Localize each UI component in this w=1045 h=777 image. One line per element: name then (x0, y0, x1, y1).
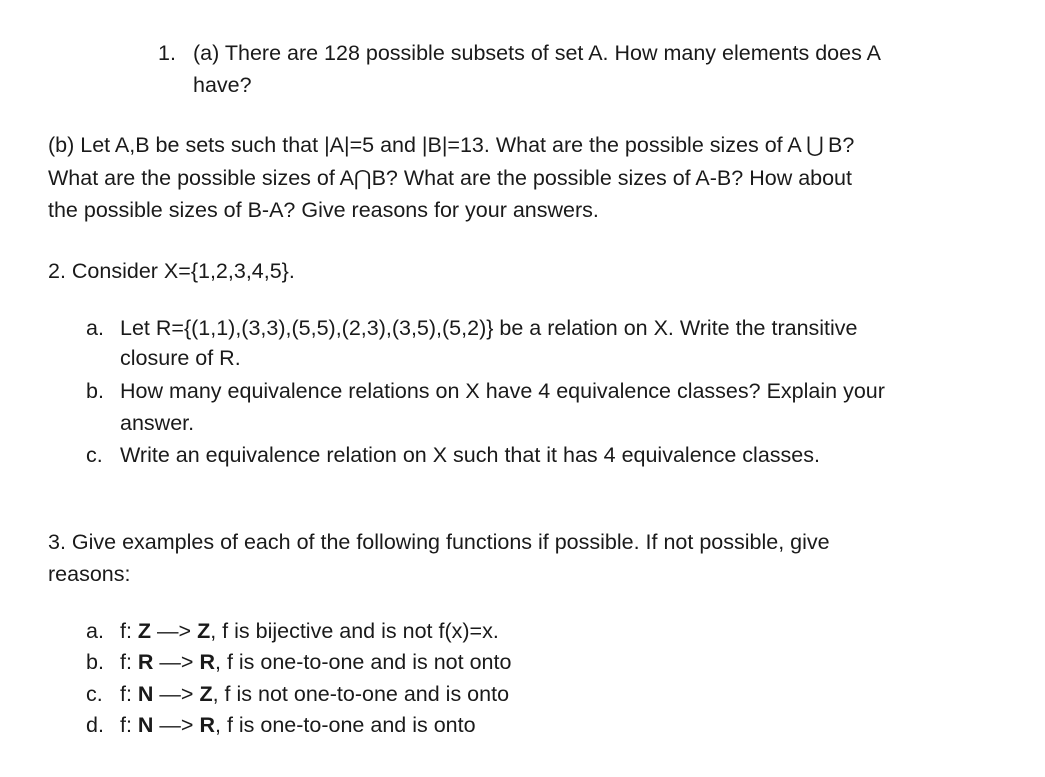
list-marker: b. (86, 650, 104, 674)
function-domain: N (137, 713, 154, 737)
function-arrow: —> (153, 650, 200, 674)
list-marker: a. (86, 619, 104, 643)
function-domain: R (137, 650, 154, 674)
question-3-intro-line-1: 3. Give examples of each of the following functions if possible. If not possible, give (48, 530, 830, 554)
function-condition: , f is one-to-one and is onto (215, 713, 476, 737)
list-marker: d. (86, 713, 104, 737)
function-codomain: Z (199, 682, 213, 706)
function-description (120, 678, 509, 710)
function-description (120, 646, 511, 678)
function-codomain: R (199, 650, 215, 674)
function-domain: N (137, 682, 154, 706)
function-condition: , f is bijective and is not f(x)=x. (210, 619, 499, 643)
function-domain: Z (137, 619, 152, 643)
list-marker: c. (86, 443, 103, 467)
function-prefix: f: (120, 619, 138, 643)
question-1-number: 1. (158, 41, 176, 65)
list-marker: c. (86, 682, 103, 706)
function-condition: , f is not one-to-one and is onto (212, 682, 510, 706)
function-description (120, 615, 499, 647)
question-3-intro-line-2: reasons: (48, 562, 131, 586)
question-1b-line-3: the possible sizes of B-A? Give reasons for your answers. (48, 198, 599, 222)
question-1b-line-1: (b) Let A,B be sets such that |A|=5 and |B|=13. What are the possible sizes of A ⋃ B? (48, 133, 855, 157)
function-arrow: —> (153, 682, 200, 706)
question-2-intro: 2. Consider X={1,2,3,4,5}. (48, 259, 295, 283)
question-1a-line-2: have? (193, 73, 252, 97)
list-marker: a. (86, 316, 104, 340)
list-item-line-1: How many equivalence relations on X have 4 equivalence classes? Explain your (120, 379, 885, 403)
function-prefix: f: (120, 713, 138, 737)
list-item-line-2: closure of R. (120, 346, 241, 370)
function-arrow: —> (151, 619, 198, 643)
function-prefix: f: (120, 682, 138, 706)
list-item-line-2: answer. (120, 411, 195, 435)
list-marker: b. (86, 379, 104, 403)
list-item-line-1: Write an equivalence relation on X such that it has 4 equivalence classes. (120, 443, 820, 467)
question-1b-line-2: What are the possible sizes of A⋂B? What are the possible sizes of A-B? How about (48, 166, 852, 190)
question-1a-line-1: (a) There are 128 possible subsets of set A. How many elements does A (193, 41, 881, 65)
function-codomain: R (199, 713, 215, 737)
function-description (120, 709, 476, 741)
function-condition: , f is one-to-one and is not onto (215, 650, 512, 674)
function-prefix: f: (120, 650, 138, 674)
list-item-line-1: Let R={(1,1),(3,3),(5,5),(2,3),(3,5),(5,2)} be a relation on X. Write the transitive (120, 316, 858, 340)
function-arrow: —> (153, 713, 200, 737)
function-codomain: Z (197, 619, 211, 643)
